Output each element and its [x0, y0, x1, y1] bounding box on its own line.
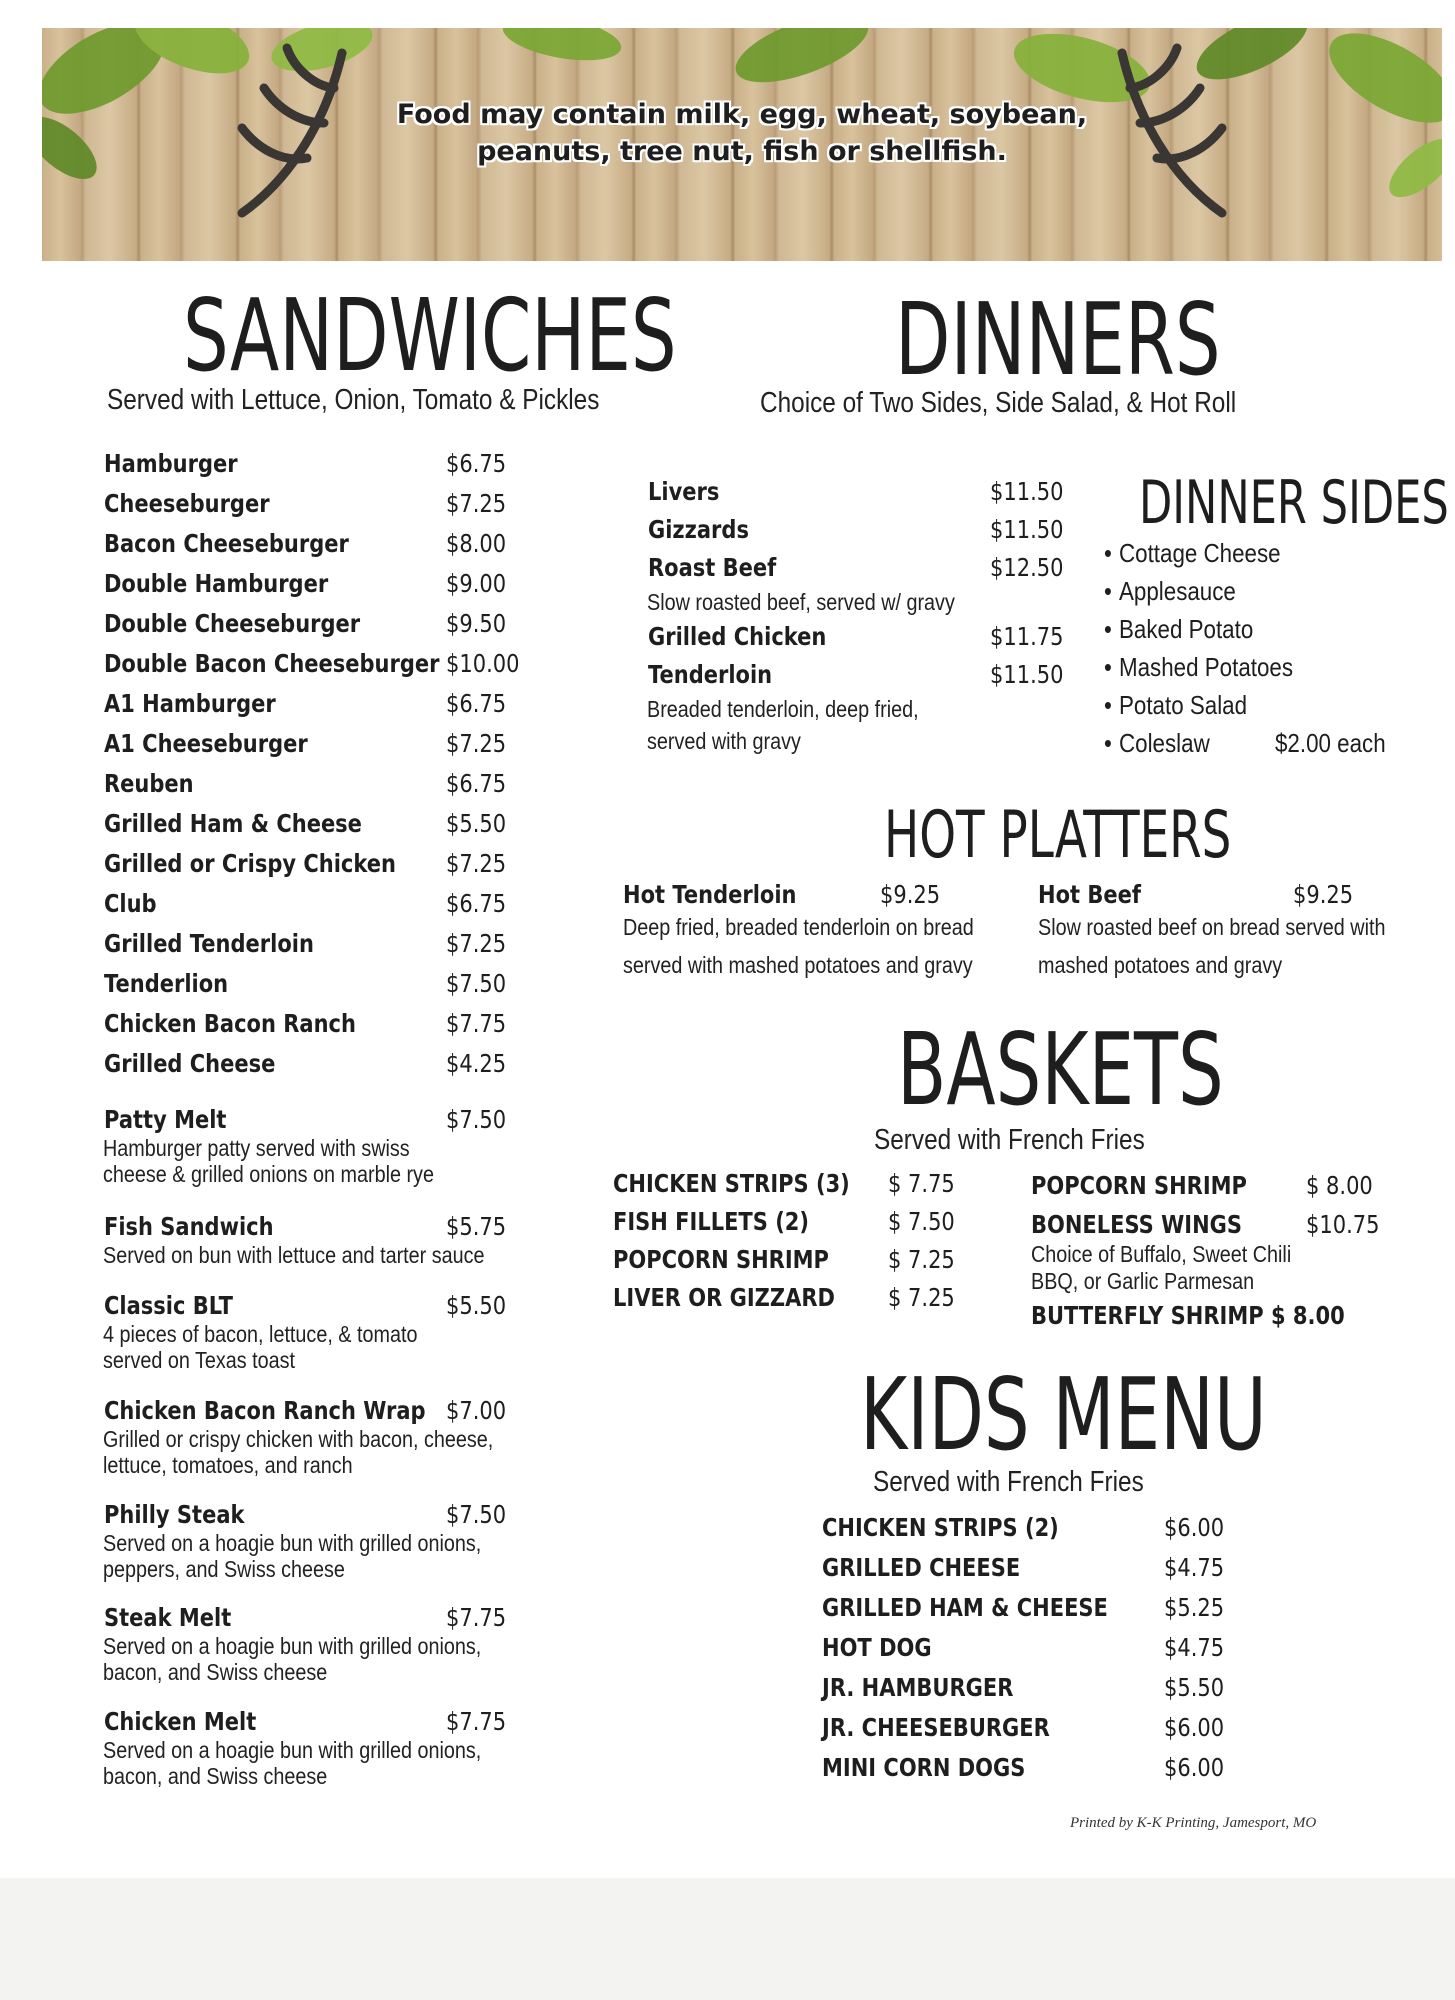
- dinner-price: $11.50: [990, 515, 1064, 544]
- platter-description: mashed potatoes and gravy: [1038, 952, 1283, 978]
- allergen-banner: [42, 28, 1442, 261]
- dinner-description: Slow roasted beef, served w/ gravy: [647, 589, 955, 615]
- sandwich-description: 4 pieces of bacon, lettuce, & tomato: [103, 1321, 418, 1347]
- dinner-sides-price: $2.00 each: [1275, 728, 1386, 758]
- dinner-side-item: Baked Potato: [1119, 614, 1254, 644]
- sandwich-name: A1 Hamburger: [104, 689, 276, 718]
- sandwich-name: Hamburger: [104, 449, 238, 478]
- sandwich-name: Bacon Cheeseburger: [104, 529, 349, 558]
- basket-description: BBQ, or Garlic Parmesan: [1031, 1268, 1255, 1294]
- sandwich-description: served on Texas toast: [103, 1347, 296, 1373]
- dinner-description: Breaded tenderloin, deep fried,: [647, 696, 919, 722]
- sandwich-name: Chicken Bacon Ranch Wrap: [104, 1396, 426, 1425]
- sandwich-price: $7.75: [446, 1707, 507, 1736]
- dinner-price: $12.50: [990, 553, 1064, 582]
- sandwich-name: A1 Cheeseburger: [104, 729, 308, 758]
- kids-item-price: $5.50: [1164, 1673, 1225, 1702]
- bullet-icon: •: [1104, 652, 1112, 682]
- sandwich-description: Served on a hoagie bun with grilled onions,: [103, 1633, 482, 1659]
- kids-item-price: $6.00: [1164, 1713, 1225, 1742]
- sandwich-description: cheese & grilled onions on marble rye: [103, 1161, 434, 1187]
- sandwich-name: Grilled Cheese: [104, 1049, 276, 1078]
- dinner-side-item: Coleslaw: [1119, 728, 1210, 758]
- kids-item-price: $5.25: [1164, 1593, 1225, 1622]
- sandwich-price: $7.50: [446, 969, 507, 998]
- sandwich-price: $8.00: [446, 529, 507, 558]
- sandwich-price: $7.25: [446, 929, 507, 958]
- bullet-icon: •: [1104, 538, 1112, 568]
- sandwich-price: $7.50: [446, 1500, 507, 1529]
- platter-price: $9.25: [1293, 880, 1354, 909]
- sandwich-name: Fish Sandwich: [104, 1212, 274, 1241]
- basket-price: $ 7.50: [888, 1207, 955, 1236]
- printer-credit: Printed by K-K Printing, Jamesport, MO: [1070, 1815, 1317, 1831]
- dinner-name: Grilled Chicken: [648, 622, 827, 651]
- sandwich-price: $6.75: [446, 889, 507, 918]
- sandwich-description: Hamburger patty served with swiss: [103, 1135, 410, 1161]
- sandwiches-title: SANDWICHES: [183, 277, 677, 394]
- sandwich-name: Cheeseburger: [104, 489, 270, 518]
- basket-price: $ 7.25: [888, 1245, 955, 1274]
- kids-item-price: $4.75: [1164, 1553, 1225, 1582]
- sandwich-description: Grilled or crispy chicken with bacon, cheese,: [103, 1426, 494, 1452]
- baskets-title: BASKETS: [897, 1011, 1224, 1128]
- sandwich-description: bacon, and Swiss cheese: [103, 1659, 328, 1685]
- kids-item-name: MINI CORN DOGS: [822, 1753, 1026, 1782]
- dinner-side-item: Cottage Cheese: [1119, 538, 1281, 568]
- platter-description: served with mashed potatoes and gravy: [623, 952, 973, 978]
- kids-item-price: $6.00: [1164, 1753, 1225, 1782]
- bullet-icon: •: [1104, 576, 1112, 606]
- sandwich-price: $7.25: [446, 849, 507, 878]
- page-bottom-edge: [0, 1878, 1455, 2000]
- sandwich-description: Served on bun with lettuce and tarter sauce: [103, 1242, 485, 1268]
- sandwich-price: $5.75: [446, 1212, 507, 1241]
- sandwich-description: peppers, and Swiss cheese: [103, 1556, 345, 1582]
- kids-item-price: $6.00: [1164, 1513, 1225, 1542]
- basket-name: LIVER OR GIZZARD: [613, 1283, 835, 1312]
- sandwich-description: Served on a hoagie bun with grilled onions,: [103, 1737, 482, 1763]
- dinner-side-item: Potato Salad: [1119, 690, 1248, 720]
- sandwich-price: $7.25: [446, 489, 507, 518]
- kids-item-name: JR. HAMBURGER: [822, 1673, 1014, 1702]
- sandwich-description: lettuce, tomatoes, and ranch: [103, 1452, 353, 1478]
- dinner-name: Gizzards: [648, 515, 749, 544]
- basket-name: POPCORN SHRIMP: [613, 1245, 829, 1274]
- sandwich-name: Steak Melt: [104, 1603, 232, 1632]
- sandwich-price: $7.50: [446, 1105, 507, 1134]
- sandwich-price: $4.25: [446, 1049, 507, 1078]
- sandwich-price: $6.75: [446, 689, 507, 718]
- sandwich-name: Tenderlion: [104, 969, 229, 998]
- basket-price: $10.75: [1306, 1210, 1380, 1239]
- dinner-name: Tenderloin: [648, 660, 773, 689]
- sandwich-name: Double Hamburger: [104, 569, 329, 598]
- dinners-title: DINNERS: [895, 281, 1221, 398]
- baskets-subtitle: Served with French Fries: [874, 1124, 1145, 1156]
- basket-description: Choice of Buffalo, Sweet Chili: [1031, 1241, 1292, 1267]
- kids-menu-subtitle: Served with French Fries: [873, 1466, 1144, 1498]
- platter-description: Deep fried, breaded tenderloin on bread: [623, 914, 974, 940]
- dinner-side-item: Mashed Potatoes: [1119, 652, 1294, 682]
- sandwich-name: Grilled or Crispy Chicken: [104, 849, 396, 878]
- kids-item-name: JR. CHEESEBURGER: [822, 1713, 1050, 1742]
- sandwich-name: Patty Melt: [104, 1105, 227, 1134]
- sandwich-name: Chicken Melt: [104, 1707, 257, 1736]
- sandwich-price: $6.75: [446, 769, 507, 798]
- sandwich-name: Double Cheeseburger: [104, 609, 361, 638]
- dinner-price: $11.50: [990, 477, 1064, 506]
- sandwich-description: bacon, and Swiss cheese: [103, 1763, 328, 1789]
- sandwich-price: $10.00: [446, 649, 520, 678]
- sandwich-price: $9.50: [446, 609, 507, 638]
- sandwich-name: Classic BLT: [104, 1291, 233, 1320]
- sandwich-name: Grilled Tenderloin: [104, 929, 314, 958]
- dinners-subtitle: Choice of Two Sides, Side Salad, & Hot Roll: [760, 387, 1237, 419]
- allergen-line-2: peanuts, tree nut, fish or shellfish.: [477, 136, 1007, 167]
- basket-name: FISH FILLETS (2): [613, 1207, 810, 1236]
- sandwich-price: $7.00: [446, 1396, 507, 1425]
- dinner-price: $11.75: [990, 622, 1064, 651]
- dinner-price: $11.50: [990, 660, 1064, 689]
- allergen-line-1: Food may contain milk, egg, wheat, soybean,: [396, 99, 1088, 130]
- bullet-icon: •: [1104, 728, 1112, 758]
- sandwich-price: $7.75: [446, 1009, 507, 1038]
- kids-menu-title: KIDS MENU: [860, 1356, 1267, 1473]
- sandwich-name: Grilled Ham & Cheese: [104, 809, 362, 838]
- bullet-icon: •: [1104, 614, 1112, 644]
- sandwich-price: $7.75: [446, 1603, 507, 1632]
- platter-price: $9.25: [880, 880, 941, 909]
- sandwich-description: Served on a hoagie bun with grilled onions,: [103, 1530, 482, 1556]
- basket-name: POPCORN SHRIMP: [1031, 1171, 1247, 1200]
- basket-name: BONELESS WINGS: [1031, 1210, 1243, 1239]
- dinner-sides-title: DINNER SIDES: [1139, 468, 1449, 538]
- kids-item-name: CHICKEN STRIPS (2): [822, 1513, 1059, 1542]
- hot-platters-title: HOT PLATTERS: [884, 798, 1232, 873]
- basket-name: CHICKEN STRIPS (3): [613, 1169, 850, 1198]
- allergen-notice: [42, 96, 1442, 170]
- basket-price: $ 7.75: [888, 1169, 955, 1198]
- sandwich-price: $5.50: [446, 809, 507, 838]
- platter-name: Hot Tenderloin: [623, 880, 797, 909]
- dinner-side-item: Applesauce: [1119, 576, 1236, 606]
- sandwich-name: Chicken Bacon Ranch: [104, 1009, 356, 1038]
- sandwich-name: Reuben: [104, 769, 194, 798]
- sandwich-name: Club: [104, 889, 157, 918]
- kids-item-name: GRILLED CHEESE: [822, 1553, 1021, 1582]
- kids-item-name: GRILLED HAM & CHEESE: [822, 1593, 1108, 1622]
- sandwich-price: $5.50: [446, 1291, 507, 1320]
- dinner-name: Livers: [648, 477, 720, 506]
- platter-description: Slow roasted beef on bread served with: [1038, 914, 1386, 940]
- basket-price: $ 8.00: [1306, 1171, 1373, 1200]
- sandwich-price: $6.75: [446, 449, 507, 478]
- kids-item-price: $4.75: [1164, 1633, 1225, 1662]
- basket-name: BUTTERFLY SHRIMP $ 8.00: [1031, 1301, 1345, 1330]
- sandwich-price: $7.25: [446, 729, 507, 758]
- basket-price: $ 7.25: [888, 1283, 955, 1312]
- sandwich-price: $9.00: [446, 569, 507, 598]
- sandwiches-subtitle: Served with Lettuce, Onion, Tomato & Pickles: [107, 384, 600, 416]
- sandwich-name: Philly Steak: [104, 1500, 245, 1529]
- platter-name: Hot Beef: [1038, 880, 1141, 909]
- bullet-icon: •: [1104, 690, 1112, 720]
- dinner-name: Roast Beef: [648, 553, 777, 582]
- dinner-description: served with gravy: [647, 728, 801, 754]
- kids-item-name: HOT DOG: [822, 1633, 932, 1662]
- sandwich-name: Double Bacon Cheeseburger: [104, 649, 440, 678]
